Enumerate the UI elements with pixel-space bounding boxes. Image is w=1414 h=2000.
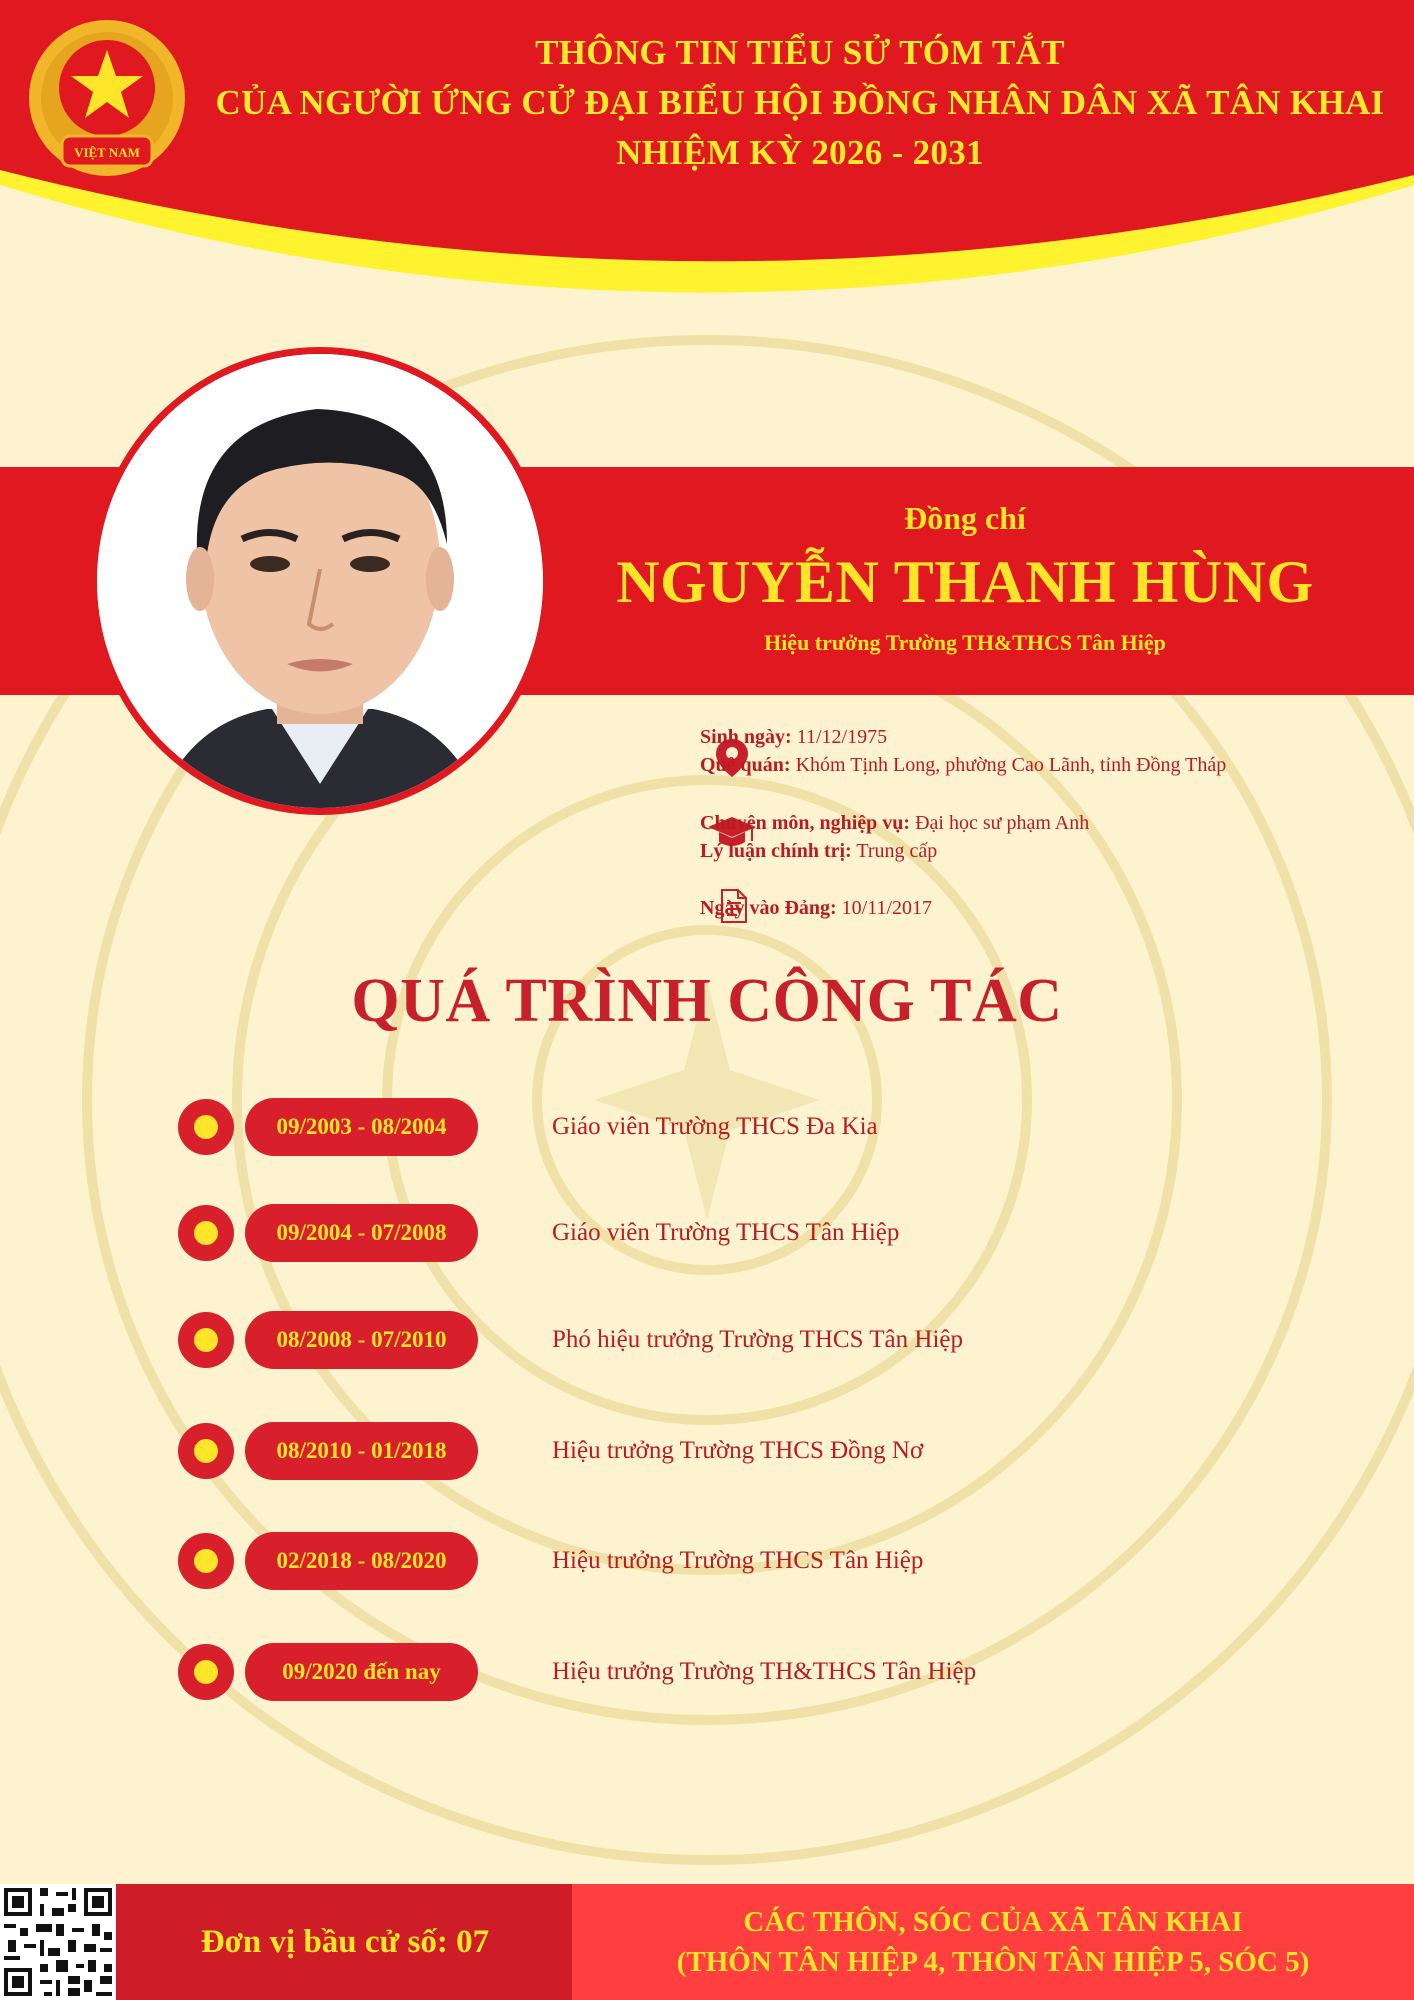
candidate-position: Hiệu trưởng Trường TH&THCS Tân Hiệp [764, 630, 1166, 655]
career-section-title: QUÁ TRÌNH CÔNG TÁC [351, 967, 1063, 1035]
career-period: 09/2004 - 07/2008 [245, 1204, 478, 1262]
timeline-dot-icon [178, 1533, 234, 1589]
candidate-name: NGUYỄN THANH HÙNG [616, 549, 1314, 615]
birth-value: 11/12/1975 [796, 726, 888, 748]
header-line-1: THÔNG TIN TIỂU SỬ TÓM TẮT [535, 33, 1065, 72]
timeline-dot-icon [178, 1099, 234, 1155]
specialty-label: Chuyên môn, nghiệp vụ: [700, 812, 911, 834]
party-label: Ngày vào Đảng: [700, 897, 837, 919]
career-item [0, 1643, 1414, 1701]
career-item [0, 1204, 1414, 1262]
timeline-dot-icon [178, 1205, 234, 1261]
career-role: Giáo viên Trường THCS Tân Hiệp [552, 1219, 900, 1246]
footer-villages-panel [572, 1884, 1414, 2000]
specialty-row [700, 809, 1089, 837]
timeline-dot-icon [178, 1644, 234, 1700]
career-role: Giáo viên Trường THCS Đa Kia [552, 1113, 878, 1140]
career-item [0, 1098, 1414, 1156]
timeline-dot-icon [178, 1423, 234, 1479]
politics-row [700, 837, 1089, 865]
electoral-unit: Đơn vị bầu cử số: 07 [200, 1924, 490, 1960]
career-role: Hiệu trưởng Trường THCS Tân Hiệp [552, 1547, 924, 1574]
qr-code-icon[interactable] [0, 1884, 116, 2000]
villages-line-1: CÁC THÔN, SÓC CỦA XÃ TÂN KHAI [743, 1906, 1243, 1938]
portrait-illustration [97, 354, 543, 808]
career-role: Phó hiệu trưởng Trường THCS Tân Hiệp [552, 1326, 963, 1353]
candidate-honorific: Đồng chí [904, 500, 1026, 536]
birth-label: Sinh ngày: [700, 726, 792, 748]
header-line-3: NHIỆM KỲ 2026 - 2031 [616, 133, 984, 172]
hometown-value: Khóm Tịnh Long, phường Cao Lãnh, tỉnh Đồng Tháp [795, 754, 1227, 776]
specialty-value: Đại học sư phạm Anh [915, 812, 1090, 834]
villages-text [572, 1902, 1414, 1982]
hometown-row [700, 751, 1226, 779]
career-role: Hiệu trưởng Trường TH&THCS Tân Hiệp [552, 1658, 977, 1685]
career-period: 09/2003 - 08/2004 [245, 1098, 478, 1156]
birth-row [700, 723, 1226, 751]
education-block [700, 809, 1089, 865]
politics-label: Lý luận chính trị: [700, 840, 852, 862]
birth-hometown-block [700, 723, 1226, 779]
header-line-2: CỦA NGƯỜI ỨNG CỬ ĐẠI BIỂU HỘI ĐỒNG NHÂN DÂN XÃ TÂN KHAI [215, 83, 1385, 122]
party-value: 10/11/2017 [841, 897, 933, 919]
career-period: 08/2010 - 01/2018 [245, 1422, 478, 1480]
candidate-portrait [97, 354, 543, 808]
footer-unit-panel [0, 1884, 572, 2000]
party-block [700, 894, 932, 922]
timeline-dot-icon [178, 1312, 234, 1368]
career-period: 09/2020 đến nay [245, 1643, 478, 1701]
emblem-label: VIỆT NAM [74, 145, 140, 160]
career-item [0, 1532, 1414, 1590]
career-role: Hiệu trưởng Trường THCS Đồng Nơ [552, 1437, 924, 1464]
villages-line-2: (THÔN TÂN HIỆP 4, THÔN TÂN HIỆP 5, SÓC 5) [676, 1946, 1310, 1978]
footer [0, 1884, 1414, 2000]
career-item [0, 1311, 1414, 1369]
national-emblem-icon [22, 18, 192, 193]
header-title [200, 28, 1400, 178]
party-row [700, 894, 932, 922]
career-period: 08/2008 - 07/2010 [245, 1311, 478, 1369]
career-period: 02/2018 - 08/2020 [245, 1532, 478, 1590]
career-item [0, 1422, 1414, 1480]
hometown-label: Quê quán: [700, 754, 791, 776]
politics-value: Trung cấp [856, 840, 938, 862]
